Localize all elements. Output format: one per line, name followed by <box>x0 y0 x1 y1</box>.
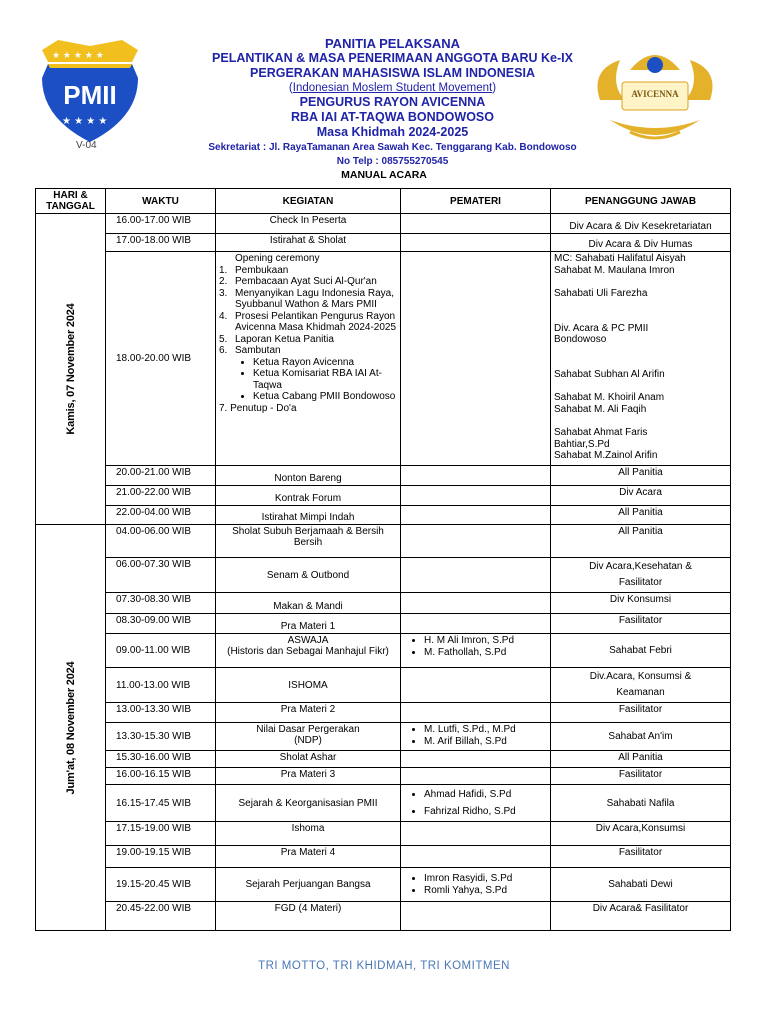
table-row <box>36 902 731 931</box>
responsible-entry: Div. Acara & PC PMII Bondowoso <box>554 322 649 345</box>
table-row <box>36 506 731 525</box>
activity-cell <box>216 723 401 751</box>
table-row <box>36 822 731 846</box>
pmii-logo <box>38 38 142 144</box>
time-cell: 17.00-18.00 WIB <box>106 234 216 252</box>
activity-cell: Pra Materi 1 <box>216 614 401 634</box>
program-item: 1. Pembukaan <box>219 264 289 276</box>
responsible-cell: Sahabati Dewi <box>551 868 731 902</box>
responsible-cell: Fasilitator <box>551 614 731 634</box>
speaker-cell <box>401 234 551 252</box>
speaker-cell <box>401 252 551 466</box>
time-cell: 16.15-17.45 WIB <box>106 785 216 822</box>
col-header-speaker: PEMATERI <box>401 189 551 214</box>
time-cell: 17.15-19.00 WIB <box>106 822 216 846</box>
program-item: 6. Sambutan <box>219 345 281 356</box>
speaker-cell <box>401 214 551 234</box>
time-cell: 13.30-15.30 WIB <box>106 723 216 751</box>
speaker-cell <box>401 486 551 506</box>
activity-cell: Ishoma <box>216 822 401 846</box>
secretariat-address: Sekretariat : Jl. RayaTamanan Area Sawah Kec. Tenggarang Kab. Bondowoso <box>208 142 577 153</box>
activity-cell: Check In Peserta <box>216 214 401 234</box>
table-row <box>36 846 731 868</box>
time-cell: 18.00-20.00 WIB <box>106 252 216 466</box>
table-row <box>36 868 731 902</box>
day-label-1: Kamis, 07 November 2024 <box>64 303 77 435</box>
organization-english: (Indonesian Moslem Student Movement) <box>288 82 497 94</box>
table-row <box>36 252 731 466</box>
responsible-cell <box>551 252 731 466</box>
speaker-item: • M. Lutfi, S.Pd., M.Pd <box>424 724 547 736</box>
time-cell: 07.30-08.30 WIB <box>106 593 216 614</box>
table-row <box>36 466 731 486</box>
activity-cell: Sholat Ashar <box>216 751 401 768</box>
day-cell-2 <box>36 525 106 931</box>
speaker-cell <box>401 785 551 822</box>
activity-cell: Sholat Subuh Berjamaah & Bersih Bersih <box>216 525 401 558</box>
responsible-cell: All Panitia <box>551 751 731 768</box>
speaker-cell <box>401 466 551 486</box>
time-cell: 20.00-21.00 WIB <box>106 466 216 486</box>
responsible-entry: Sahabat Subhan Al Arifin <box>554 368 665 380</box>
speaker-cell <box>401 668 551 703</box>
speaker-cell <box>401 703 551 723</box>
speaker-cell <box>401 634 551 668</box>
institution-name: RBA IAI AT-TAQWA BONDOWOSO <box>291 110 494 124</box>
time-cell: 19.00-19.15 WIB <box>106 846 216 868</box>
table-header-row <box>36 189 731 214</box>
speaker-cell <box>401 506 551 525</box>
day-cell-1 <box>36 214 106 525</box>
program-item: 2. Pembacaan Ayat Suci Al-Qur'an <box>219 276 377 287</box>
activity-cell: Pra Materi 4 <box>216 846 401 868</box>
program-item: 4. Prosesi Pelantikan Pengurus Rayon Avicenna Masa Khidmah 2024-2025 <box>219 310 397 333</box>
col-header-activity: KEGIATAN <box>216 189 401 214</box>
speaker-item: • M. Arif Billah, S.Pd <box>424 736 547 748</box>
organization-name: PERGERAKAN MAHASISWA ISLAM INDONESIA <box>250 66 535 80</box>
responsible-cell: Div Acara & Div Humas <box>551 234 731 252</box>
activity-cell: Pra Materi 2 <box>216 703 401 723</box>
program-item: 3. Menyanyikan Lagu Indonesia Raya, Syubbanul Wathon & Mars PMII <box>219 287 394 310</box>
speaker-item: • M. Fathollah, S.Pd <box>424 647 547 659</box>
table-row <box>36 703 731 723</box>
time-cell: 06.00-07.30 WIB <box>106 558 216 593</box>
responsible-cell: Sahabati Nafila <box>551 785 731 822</box>
time-cell: 19.15-20.45 WIB <box>106 868 216 902</box>
opening-ceremony-label: Opening ceremony <box>235 253 320 264</box>
responsible-entry: Fasilitator <box>618 577 663 588</box>
activity-cell: Kontrak Forum <box>216 486 401 506</box>
table-row <box>36 486 731 506</box>
time-cell: 11.00-13.00 WIB <box>106 668 216 703</box>
activity-subtitle: (NDP) <box>294 735 322 746</box>
time-cell: 13.00-13.30 WIB <box>106 703 216 723</box>
logo-left-text: PMII <box>63 80 117 110</box>
speaker-item: • Romli Yahya, S.Pd <box>424 885 547 897</box>
event-title: PELANTIKAN & MASA PENERIMAAN ANGGOTA BARU Ke-IX <box>212 51 573 65</box>
time-cell: 21.00-22.00 WIB <box>106 486 216 506</box>
document-title: MANUAL ACARA <box>341 169 427 181</box>
table-row <box>36 234 731 252</box>
responsible-entry: MC: Sahabati Halifatul Aisyah <box>554 253 686 264</box>
responsible-cell: Fasilitator <box>551 846 731 868</box>
activity-cell: Pra Materi 3 <box>216 768 401 785</box>
responsible-cell: All Panitia <box>551 525 731 558</box>
table-row <box>36 214 731 234</box>
speaker-cell <box>401 593 551 614</box>
table-row <box>36 634 731 668</box>
responsible-entry: Sahabat Ahmat Faris Bahtiar,S.Pd <box>554 427 648 450</box>
day-label-2: Jum'at, 08 November 2024 <box>64 661 77 794</box>
svg-text:★ ★ ★ ★ ★: ★ ★ ★ ★ ★ <box>52 51 104 61</box>
time-cell: 09.00-11.00 WIB <box>106 634 216 668</box>
table-row <box>36 668 731 703</box>
table-row <box>36 768 731 785</box>
time-cell: 08.30-09.00 WIB <box>106 614 216 634</box>
activity-subtitle: (Historis dan Sebagai Manhajul Fikr) <box>227 646 389 657</box>
responsible-entry: Sahabat M. Maulana Imron <box>554 264 675 276</box>
table-row <box>36 785 731 822</box>
speaker-cell <box>401 846 551 868</box>
program-item: 7. Penutup - Do'a <box>219 402 297 414</box>
logo-right-text: AVICENNA <box>631 89 679 99</box>
table-row <box>36 558 731 593</box>
responsible-cell: Div Acara <box>551 486 731 506</box>
table-row <box>36 723 731 751</box>
table-row <box>36 525 731 558</box>
activity-cell: Sejarah & Keorganisasian PMII <box>216 785 401 822</box>
speaker-cell <box>401 822 551 846</box>
time-cell: 16.00-17.00 WIB <box>106 214 216 234</box>
board-name: PENGURUS RAYON AVICENNA <box>299 95 486 109</box>
table-row <box>36 614 731 634</box>
speaker-cell <box>401 751 551 768</box>
speaker-item: • Ahmad Hafidi, S.Pd <box>424 786 547 803</box>
welcome-speech-item: • Ketua Komisariat RBA IAI At-Taqwa <box>253 368 397 391</box>
responsible-cell: All Panitia <box>551 506 731 525</box>
speaker-cell <box>401 723 551 751</box>
activity-cell: Makan & Mandi <box>216 593 401 614</box>
time-cell: 16.00-16.15 WIB <box>106 768 216 785</box>
responsible-entry: Div Acara,Kesehatan & <box>589 561 692 572</box>
svg-text:★ ★ ★ ★: ★ ★ ★ ★ <box>62 116 108 127</box>
speaker-cell <box>401 558 551 593</box>
responsible-cell: All Panitia <box>551 466 731 486</box>
responsible-entry: Sahabati Uli Farezha <box>554 288 648 299</box>
footer-motto: TRI MOTTO, TRI KHIDMAH, TRI KOMITMEN <box>258 960 510 972</box>
responsible-cell: Div Konsumsi <box>551 593 731 614</box>
letterhead <box>160 36 625 168</box>
activity-cell: FGD (4 Materi) <box>216 902 401 931</box>
time-cell: 04.00-06.00 WIB <box>106 525 216 558</box>
speaker-item: • Fahrizal Ridho, S.Pd <box>424 803 547 820</box>
speaker-cell <box>401 868 551 902</box>
responsible-cell <box>551 668 731 703</box>
responsible-cell: Sahabat An'im <box>551 723 731 751</box>
activity-cell: Istirahat & Sholat <box>216 234 401 252</box>
responsible-cell: Fasilitator <box>551 703 731 723</box>
responsible-entry: Div.Acara, Konsumsi & <box>589 671 692 682</box>
responsible-cell: Sahabat Febri <box>551 634 731 668</box>
responsible-entry: Keamanan <box>616 687 665 698</box>
responsible-entry: Sahabat M. Khoiril Anam <box>554 392 665 403</box>
schedule-table <box>35 188 731 931</box>
committee-title: PANITIA PELAKSANA <box>324 36 461 51</box>
col-header-responsible: PENANGGUNG JAWAB <box>551 189 731 214</box>
time-cell: 22.00-04.00 WIB <box>106 506 216 525</box>
activity-cell: Senam & Outbond <box>216 558 401 593</box>
responsible-cell <box>551 558 731 593</box>
responsible-cell: Div Acara & Div Kesekretariatan <box>551 214 731 234</box>
program-item: 5. Laporan Ketua Panitia <box>219 333 334 345</box>
responsible-entry: Sahabat M. Ali Faqih <box>554 403 647 415</box>
version-label: V-04 <box>76 140 97 151</box>
welcome-speech-item: • Ketua Cabang PMII Bondowoso <box>253 391 397 403</box>
responsible-cell: Fasilitator <box>551 768 731 785</box>
activity-title: Nilai Dasar Pergerakan <box>256 724 360 735</box>
phone-number: No Telp : 085755270545 <box>336 156 449 167</box>
activity-cell: Istirahat Mimpi Indah <box>216 506 401 525</box>
table-row <box>36 593 731 614</box>
time-cell: 20.45-22.00 WIB <box>106 902 216 931</box>
service-period: Masa Khidmah 2024-2025 <box>316 125 469 139</box>
speaker-cell <box>401 902 551 931</box>
speaker-item: • H. M Ali Imron, S.Pd <box>424 635 547 647</box>
activity-cell <box>216 252 401 466</box>
speaker-item: • Imron Rasyidi, S.Pd <box>424 873 547 885</box>
speaker-cell <box>401 525 551 558</box>
speaker-cell <box>401 768 551 785</box>
activity-title: ASWAJA <box>287 635 329 646</box>
activity-cell: Sejarah Perjuangan Bangsa <box>216 868 401 902</box>
responsible-cell: Div Acara,Konsumsi <box>551 822 731 846</box>
col-header-day: HARI & TANGGAL <box>36 189 106 214</box>
table-row <box>36 751 731 768</box>
speaker-cell <box>401 614 551 634</box>
responsible-cell: Div Acara& Fasilitator <box>551 902 731 931</box>
activity-cell: Nonton Bareng <box>216 466 401 486</box>
activity-cell <box>216 634 401 668</box>
time-cell: 15.30-16.00 WIB <box>106 751 216 768</box>
welcome-speech-item: • Ketua Rayon Avicenna <box>253 357 397 369</box>
responsible-entry: Sahabat M.Zainol Arifin <box>554 450 658 461</box>
col-header-time: WAKTU <box>106 189 216 214</box>
activity-cell: ISHOMA <box>216 668 401 703</box>
